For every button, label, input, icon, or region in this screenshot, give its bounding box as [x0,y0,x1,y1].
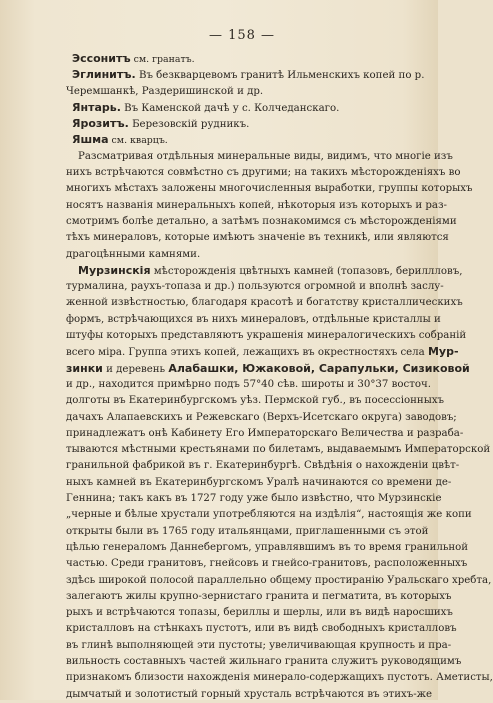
text-line: и др., находится примѣрно подъ 57°40 сѣв. широты и 30°37 восточ. [66,378,431,390]
text-line: женной извѣстностью, благодаря красотѣ и богатству кристаллическихъ [66,297,463,309]
text-line: штуфы которыхъ представляютъ украшенія минералогическихъ собраній [66,330,467,342]
entry-text: Въ Каменской дачѣ у с. Колчеданскаго. [120,102,340,114]
text-line: рыхъ и встрѣчаются топазы, бериллы и шерлы, или въ видѣ наросшихъ [66,607,453,619]
entry-text: Черемшанкѣ, Раздеришинской и др. [66,85,264,97]
place-name: зинки [66,361,103,375]
entry-term: Яшма [72,133,109,147]
entry-term: Ярозитъ. [72,117,129,131]
text-line: нихъ встрѣчаются совмѣстно съ другими; на такихъ мѣсторожденіяхъ во [66,167,461,179]
entry-jasper [66,132,412,148]
text-line [66,344,459,360]
text-line: формъ, встрѣчающихся въ нихъ минераловъ, отдѣльные кристаллы и [66,313,441,325]
text-line: здѣсь широкой полосой параллельно общему простиранію Уральскаго хребта, [66,574,492,586]
text-line: дачахъ Алапаевскихъ и Режевскаго (Верхъ-Исетскаго округа) заводовъ; [66,411,457,423]
text-line: тѣхъ минераловъ, которые имѣютъ значеніе въ техникѣ, или являются [66,232,449,244]
paragraph-intro [66,149,473,263]
text-line: открыты были въ 1765 году итальянцами, приглашенными съ этой [66,525,429,537]
text-span: и деревень [102,363,169,375]
mineral-entries [66,51,425,149]
text-span: мѣсторожденія цвѣтныхъ камней (топазовъ, бериллловъ, [150,265,463,277]
text-line: „черные и бѣлые хрустали употребляются на издѣлія“, настоящія же копи [66,509,472,521]
text-line: гранильной фабрикой въ г. Екатеринбургѣ. Свѣдѣнія о нахожденіи цвѣт- [66,460,460,472]
text-line: принадлежатъ онѣ Кабинету Его Императорскаго Величества и разраба- [66,427,464,439]
entry-amber [66,100,412,116]
text-line: смотримъ болѣе детально, а затѣмъ познакомимся съ мѣсторожденіями [66,215,457,227]
section-heading: Мурзинскія [78,263,151,277]
entry-text: см. гранатъ. [130,54,195,65]
text-line: признакомъ близости нахожденія минерало-содержащихъ пустотъ. Аметисты, [66,672,493,684]
entry-jarosite [66,116,412,132]
text-line: дымчатый и золотистый горный хрусталь встрѣчаются въ этихъ-же [66,688,433,700]
entry-term: Эглинитъ. [72,68,136,82]
entry-eglinite [66,67,425,83]
text-line: драгоцѣнными камнями. [66,248,201,260]
entry-essonite [66,51,412,67]
text-line: Разсматривая отдѣльныя минеральные виды, видимъ, что многіе изъ [78,150,453,162]
text-span: всего міра. Группа этихъ копей, лежащихъ въ окрестностяхъ села [66,347,428,359]
text-line: тываются мѣстными крестьянами по билетамъ, выдаваемымъ Императорской [66,444,491,456]
text-line: ныхъ камней въ Екатеринбургскомъ Уралѣ начинаются со времени де- [66,476,452,488]
entry-text: Въ безкварцевомъ гранитѣ Ильменскихъ копей по р. [135,70,425,82]
text-line: турмалина, раухъ-топаза и др.) пользуются огромной и вполнѣ заслу- [66,281,444,293]
paragraph-murzinka [66,263,493,703]
text-line: многихъ мѣстахъ заложены многочисленныя выработки, группы которыхъ [66,183,473,195]
entry-eglinite-cont [66,84,412,100]
text-line: вильность составныхъ частей жильнаго гранита служитъ руководящимъ [66,655,462,667]
place-name: Мур- [427,345,459,359]
entry-term: Эссонитъ [72,52,131,65]
text-line: носятъ названія минеральныхъ копей, нѣкоторыя изъ которыхъ и раз- [66,199,448,211]
text-line: долготы въ Екатеринбургскомъ уѣз. Пермской губ., въ посессіонныхъ [66,395,445,407]
page-number: — 158 — [208,28,276,43]
text-line [66,361,470,377]
text-line: залегаютъ жилы крупно-зернистаго гранита и пегматита, въ которыхъ [66,590,452,602]
entry-text: Березовскій рудникъ. [128,119,250,131]
text-line: кристалловъ на стѣнкахъ пустотъ, или въ видѣ свободныхъ кристалловъ [66,623,457,635]
text-line [66,263,463,279]
entry-term: Янтарь. [72,100,121,114]
entry-text: см. кварцъ. [108,135,168,147]
text-line: частью. Среди гранитовъ, гнейсовъ и гнейсо-гранитовъ, расположенныхъ [66,558,468,570]
text-line: Геннина; такъ какъ въ 1727 году уже было извѣстно, что Мурзинскіе [66,493,442,505]
text-line: цѣлью генераломъ Даннебергомъ, управлявшимъ въ то время гранильной [66,541,469,553]
place-names: Алабашки, Южаковой, Сарапульки, Сизиковой [168,361,470,375]
text-line: въ глинѣ выполняющей эти пустоты; увеличивающая крупность и пра- [66,639,452,651]
